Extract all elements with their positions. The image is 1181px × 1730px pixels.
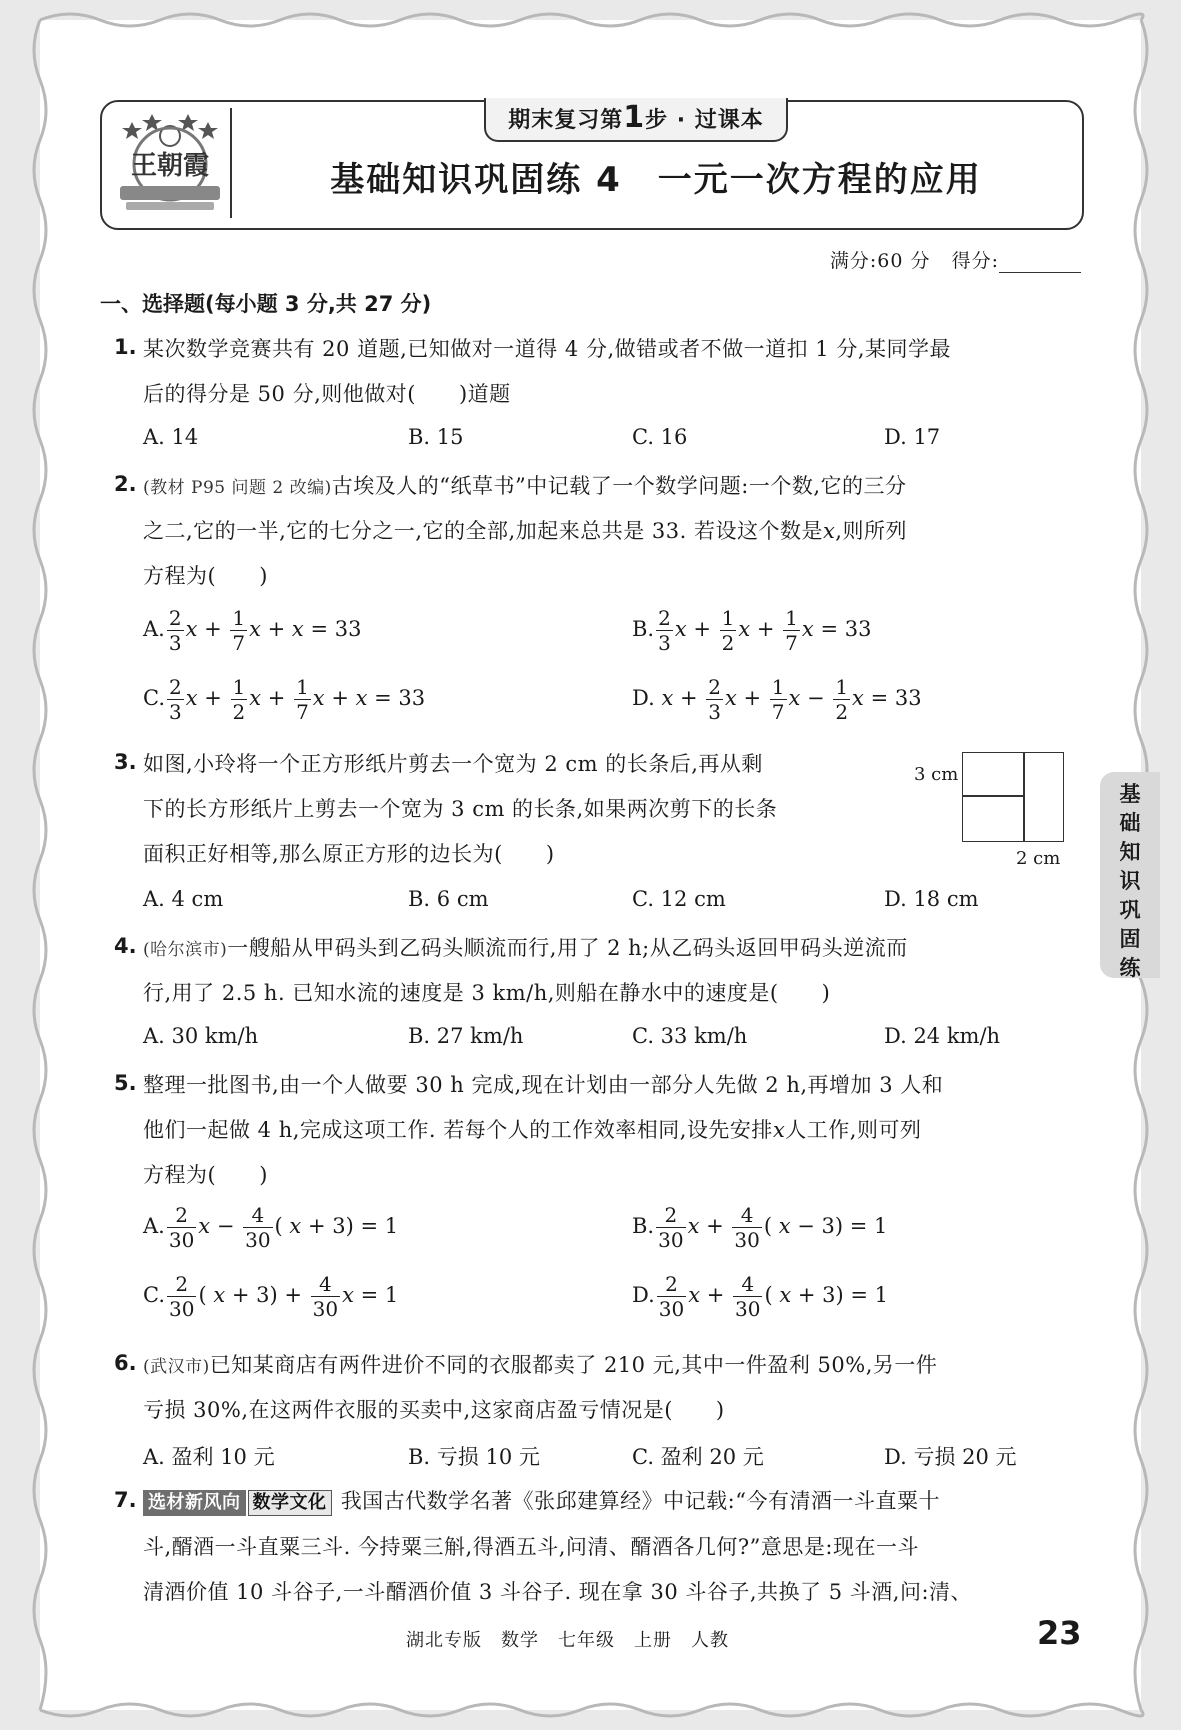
score-line — [830, 246, 1081, 273]
q7-tag-math-culture: 数学文化 — [248, 1490, 332, 1516]
section-title: 一、选择题(每小题 3 分,共 27 分) — [100, 292, 432, 316]
footer-text: 湖北专版 数学 七年级 上册 人教 — [406, 1630, 729, 1651]
q2-option-c[interactable]: C. $\frac{2}{3}$ x + $\frac{1}{2}$ x + $\frac{1}{7}$ x + x = 33 — [143, 675, 426, 724]
full-score: 满分:60 分 — [829, 250, 931, 272]
step-tab — [484, 98, 788, 142]
q2-variable: x — [822, 519, 836, 543]
q2-line-1-text: 古埃及人的“纸草书”中记载了一个数学问题:一个数,它的三分 — [331, 474, 907, 498]
side-tab-label: 基础知识巩固练 — [1119, 782, 1141, 980]
q7-number: 7. — [114, 1488, 137, 1512]
q7-tag-new-trend: 选材新风向 — [143, 1490, 246, 1516]
q6-line-1 — [143, 1349, 937, 1379]
q4-source: (哈尔滨市) — [143, 940, 228, 960]
q2-option-d-label: D. — [632, 686, 655, 710]
q1-line-1: 某次数学竞赛共有 20 道题,已知做对一道得 4 分,做错或者不做一道扣 1 分,某同学最 — [143, 337, 952, 361]
q3-figure-vertical-cut — [1023, 753, 1025, 841]
q5-line-3: 方程为( ) — [143, 1163, 268, 1187]
q5-line-1: 整理一批图书,由一个人做要 30 h 完成,现在计划由一部分人先做 2 h,再增加 3 人和 — [143, 1073, 944, 1097]
step-post: 步 · 过课本 — [645, 108, 764, 133]
q2-line-2-text: 之二,它的一半,它的七分之一,它的全部,加起来总共是 33. 若设这个数是 — [143, 519, 823, 543]
q5-option-a-rhs: = 1 — [360, 1214, 399, 1238]
q2-option-a[interactable]: A. $\frac{2}{3}$ x + $\frac{1}{7}$ x + x = 33 — [143, 606, 362, 655]
q5-option-d-label: D. — [632, 1283, 655, 1307]
q7-line-3: 清酒价值 10 斗谷子,一斗醑酒价值 3 斗谷子. 现在拿 30 斗谷子,共换了 5 斗酒,问:清、 — [143, 1580, 973, 1604]
q5-variable: x — [772, 1118, 786, 1142]
q3-line-3: 面积正好相等,那么原正方形的边长为( ) — [143, 842, 555, 866]
svg-text:王朝霞: 王朝霞 — [130, 151, 210, 181]
q7-line-1-text: 我国古代数学名著《张邱建算经》中记载:“今有清酒一斗直粟十 — [340, 1489, 940, 1513]
page-title: 基础知识巩固练 4 一元一次方程的应用 — [330, 160, 982, 200]
q6-option-d[interactable]: D. 亏损 20 元 — [884, 1445, 1017, 1469]
q5-option-c-rhs: = 1 — [360, 1283, 399, 1307]
step-number: 1 — [623, 100, 646, 135]
q1-option-a[interactable]: A. 14 — [143, 425, 199, 449]
q6-line-2: 亏损 30%,在这两件衣服的买卖中,这家商店盈亏情况是( ) — [143, 1398, 725, 1422]
q7-line-2: 斗,醑酒一斗直粟三斗. 今持粟三斛,得酒五斗,问清、醑酒各几何?”意思是:现在一斗 — [143, 1535, 919, 1559]
q2-number: 2. — [114, 472, 137, 496]
q2-line-2 — [143, 515, 907, 545]
q4-option-c[interactable]: C. 33 km/h — [632, 1024, 748, 1048]
q4-option-b[interactable]: B. 27 km/h — [408, 1024, 524, 1048]
q5-line-2-text: 他们一起做 4 h,完成这项工作. 若每个人的工作效率相同,设先安排 — [143, 1118, 773, 1142]
q2-line-3: 方程为( ) — [143, 564, 268, 588]
score-label: 得分: — [951, 250, 999, 272]
q3-line-1: 如图,小玲将一个正方形纸片剪去一个宽为 2 cm 的长条后,再从剩 — [143, 752, 763, 776]
q4-line-1-text: 一艘船从甲码头到乙码头顺流而行,用了 2 h;从乙码头返回甲码头逆流而 — [227, 936, 908, 960]
q3-figure-label-2cm: 2 cm — [1016, 848, 1061, 869]
q3-figure — [962, 752, 1064, 842]
q2-option-d-rhs: = 33 — [870, 686, 922, 710]
q6-source: (武汉市) — [143, 1357, 210, 1377]
q2-option-b-label: B. — [632, 617, 655, 641]
q2-option-a-label: A. — [143, 617, 165, 641]
q4-line-1 — [143, 932, 908, 962]
q3-figure-label-3cm: 3 cm — [914, 764, 959, 785]
q3-option-c[interactable]: C. 12 cm — [632, 887, 726, 911]
q4-number: 4. — [114, 934, 137, 958]
q2-option-c-rhs: = 33 — [374, 686, 426, 710]
q3-option-d[interactable]: D. 18 cm — [884, 887, 979, 911]
q2-option-a-rhs: = 33 — [310, 617, 362, 641]
q3-line-2: 下的长方形纸片上剪去一个宽为 3 cm 的长条,如果两次剪下的长条 — [143, 797, 778, 821]
q2-option-c-label: C. — [143, 686, 165, 710]
q7-line-1 — [143, 1485, 940, 1516]
q5-line-2-tail: 人工作,则可列 — [785, 1118, 922, 1142]
q4-option-a[interactable]: A. 30 km/h — [143, 1024, 259, 1048]
q1-number: 1. — [114, 335, 137, 359]
q5-option-b[interactable]: B. $\frac{2}{30}$ x + $\frac{4}{30}$ ( x − 3) = 1 — [632, 1203, 888, 1252]
q5-option-a[interactable]: A. $\frac{2}{30}$ x − $\frac{4}{30}$ ( x + 3) = 1 — [143, 1203, 399, 1252]
q6-line-1-text: 已知某商店有两件进价不同的衣服都卖了 210 元,其中一件盈利 50%,另一件 — [209, 1353, 938, 1377]
q5-option-c-label: C. — [143, 1283, 165, 1307]
q5-option-d[interactable]: D. $\frac{2}{30}$ x + $\frac{4}{30}$ ( x + 3) = 1 — [632, 1272, 889, 1321]
q5-line-2 — [143, 1114, 921, 1144]
q3-option-b[interactable]: B. 6 cm — [408, 887, 489, 911]
q6-option-c[interactable]: C. 盈利 20 元 — [632, 1445, 764, 1469]
q4-option-d[interactable]: D. 24 km/h — [884, 1024, 1001, 1048]
q2-option-d[interactable]: D. x + $\frac{2}{3}$ x + $\frac{1}{7}$ x − $\frac{1}{2}$ x = 33 — [632, 675, 922, 724]
brand-logo — [112, 108, 228, 212]
page-number: 23 — [1037, 1614, 1082, 1652]
q5-option-d-rhs: = 1 — [850, 1283, 889, 1307]
q5-option-c[interactable]: C. $\frac{2}{30}$ ( x + 3) + $\frac{4}{30}$ x = 1 — [143, 1272, 399, 1321]
q5-number: 5. — [114, 1071, 137, 1095]
q3-figure-horizontal-cut — [963, 795, 1023, 797]
q3-option-a[interactable]: A. 4 cm — [143, 887, 224, 911]
q6-option-b[interactable]: B. 亏损 10 元 — [408, 1445, 540, 1469]
q2-line-2-tail: ,则所列 — [835, 519, 907, 543]
q2-source: (教材 P95 问题 2 改编) — [143, 478, 332, 498]
q6-option-a[interactable]: A. 盈利 10 元 — [143, 1445, 275, 1469]
q4-line-2: 行,用了 2.5 h. 已知水流的速度是 3 km/h,则船在静水中的速度是( ) — [143, 981, 831, 1005]
side-tab — [1100, 772, 1160, 978]
q1-option-d[interactable]: D. 17 — [884, 425, 941, 449]
step-pre: 期末复习第 — [508, 108, 624, 133]
q2-option-b[interactable]: B. $\frac{2}{3}$ x + $\frac{1}{2}$ x + $\frac{1}{7}$ x = 33 — [632, 606, 872, 655]
q5-option-b-label: B. — [632, 1214, 655, 1238]
q1-line-2: 后的得分是 50 分,则他做对( )道题 — [143, 382, 511, 406]
q1-option-b[interactable]: B. 15 — [408, 425, 464, 449]
q2-option-b-rhs: = 33 — [820, 617, 872, 641]
q1-option-c[interactable]: C. 16 — [632, 425, 688, 449]
q3-number: 3. — [114, 750, 137, 774]
score-blank[interactable] — [999, 254, 1081, 273]
q5-option-b-rhs: = 1 — [849, 1214, 888, 1238]
q5-option-a-label: A. — [143, 1214, 165, 1238]
q6-number: 6. — [114, 1351, 137, 1375]
q2-line-1 — [143, 470, 907, 500]
